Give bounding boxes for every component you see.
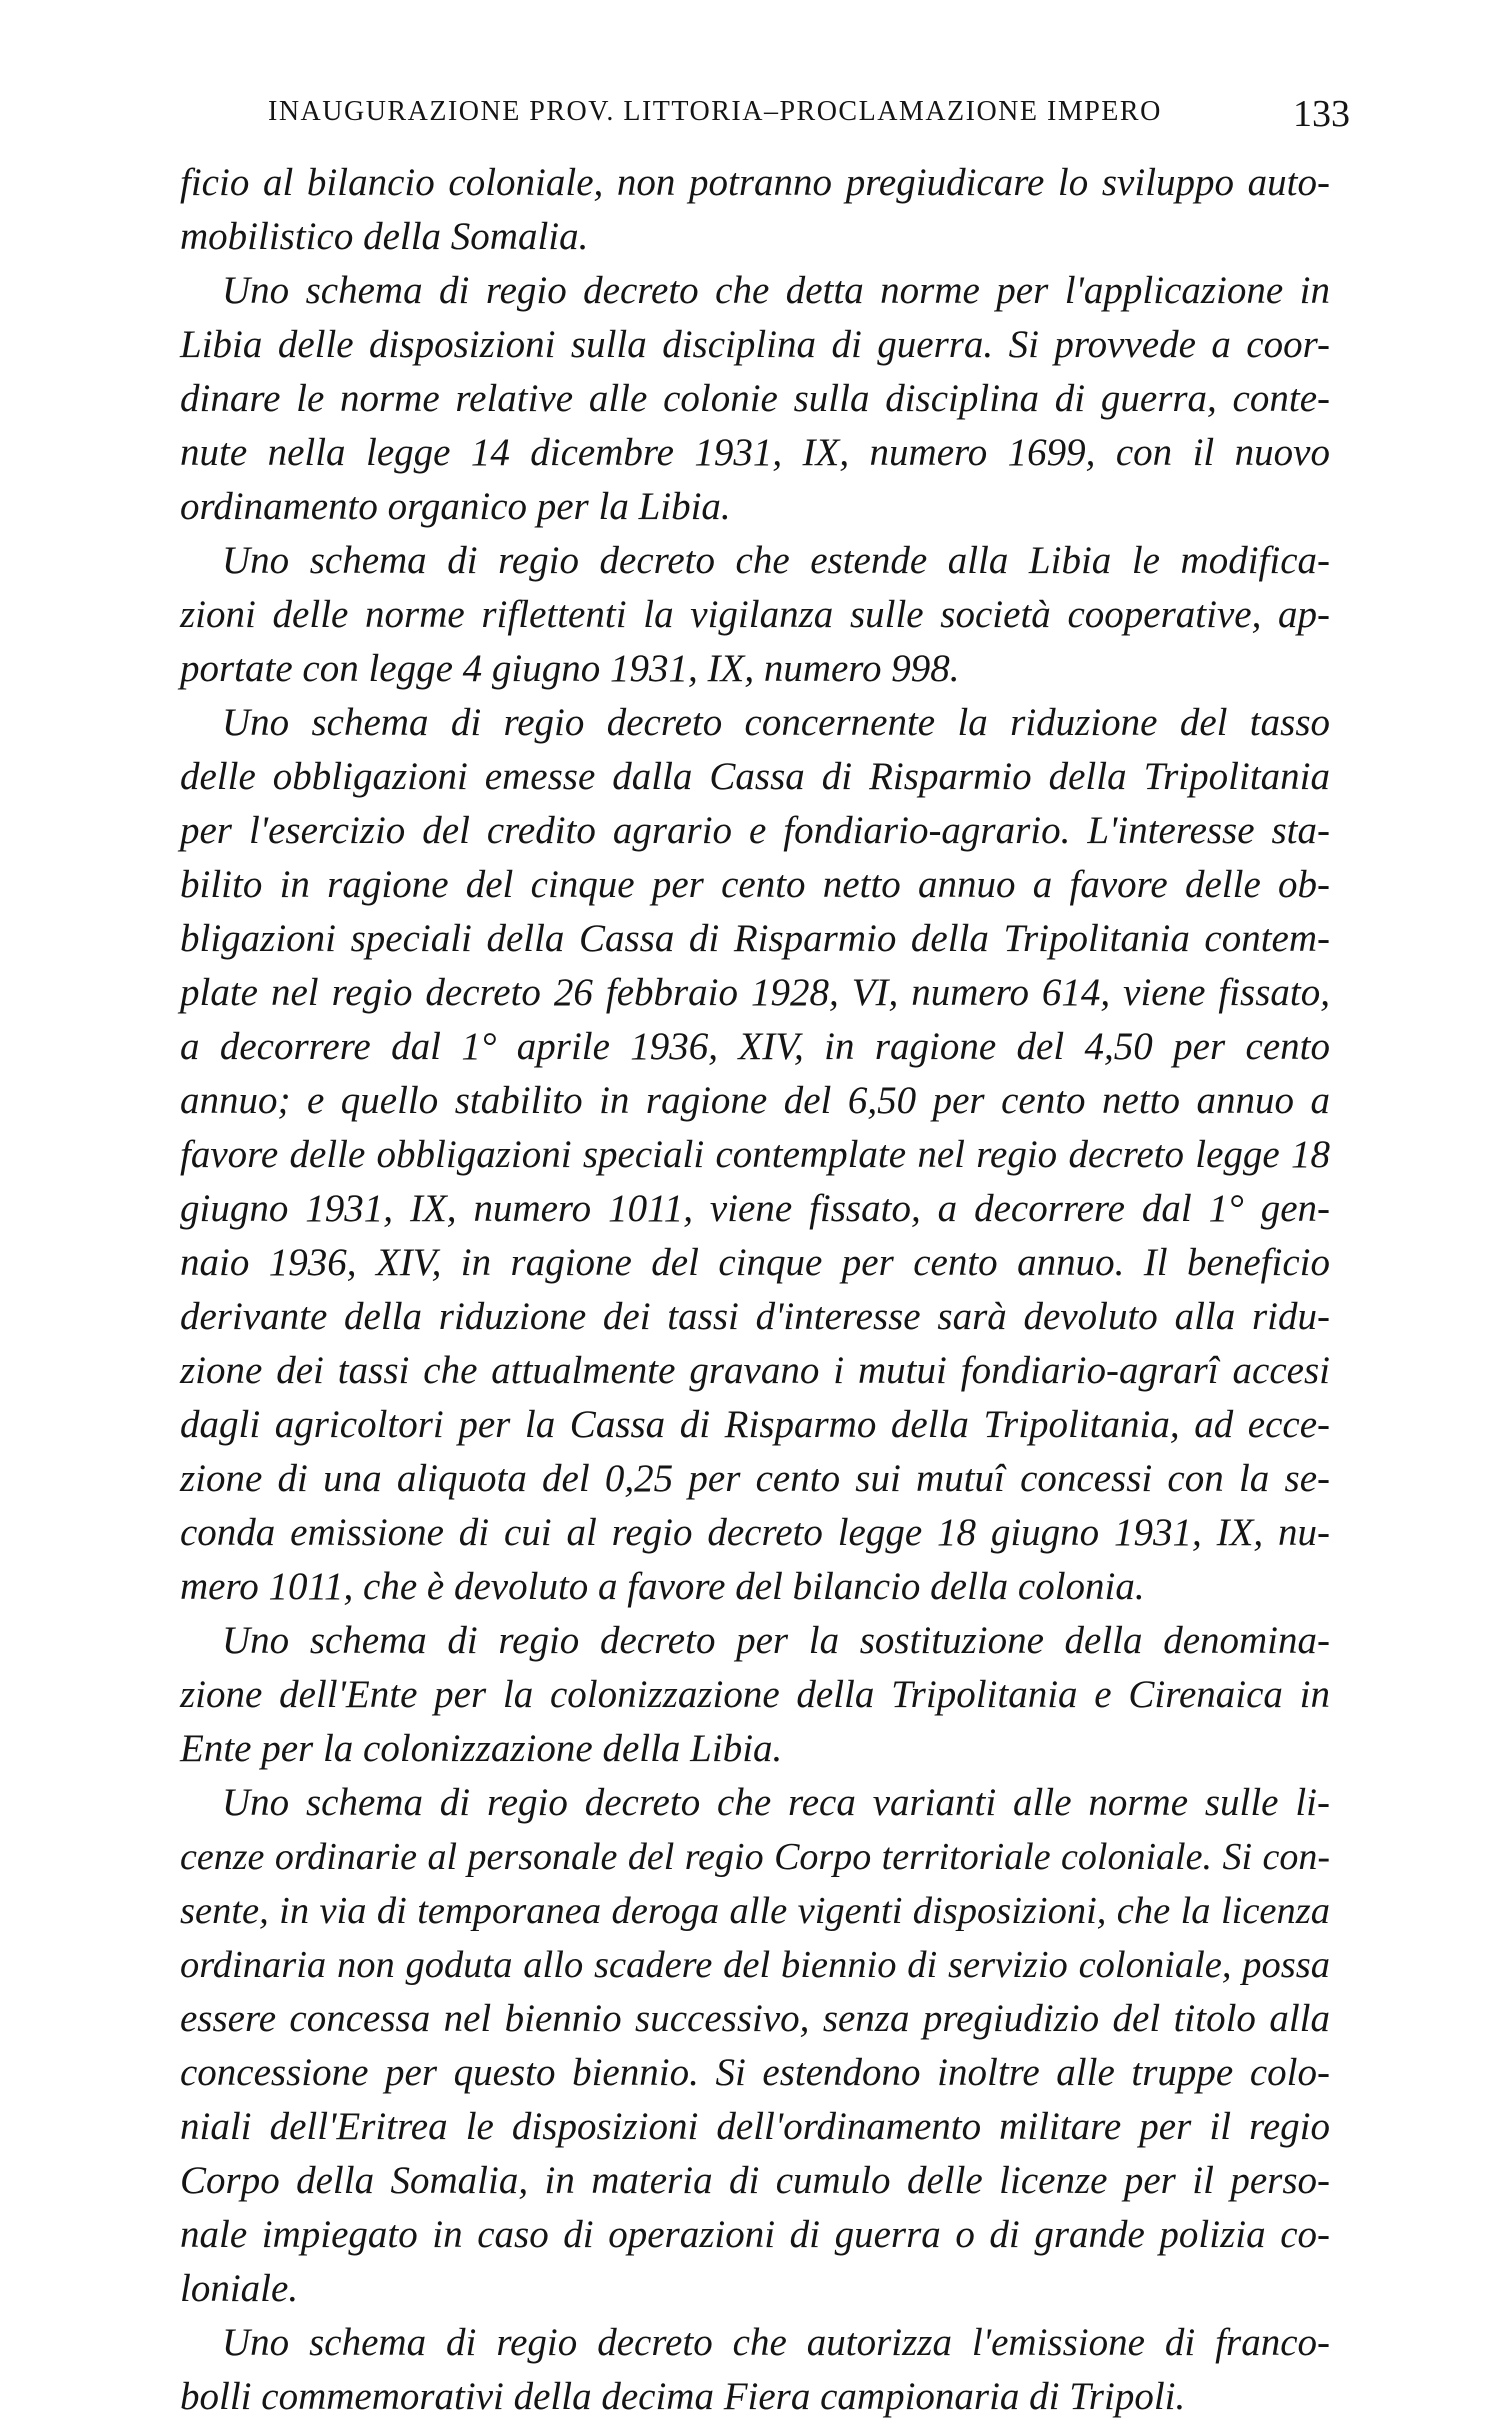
header-title: INAUGURAZIONE PROV. LITTORIA–PROCLAMAZIONE IMPERO bbox=[268, 96, 1162, 127]
text-line: mero 1011, che è devoluto a favore del bilancio della colonia. bbox=[180, 1565, 1145, 1608]
text-line: bligazioni speciali della Cassa di Risparmio della Tripolitania contem- bbox=[180, 917, 1330, 960]
text-line: nale impiegato in caso di operazioni di guerra o di grande polizia co- bbox=[180, 2213, 1330, 2256]
text-line: portate con legge 4 giugno 1931, IX, numero 998. bbox=[180, 647, 960, 690]
text-line: conda emissione di cui al regio decreto legge 18 giugno 1931, IX, nu- bbox=[180, 1511, 1330, 1554]
text-line: bolli commemorativi della decima Fiera campionaria di Tripoli. bbox=[180, 2375, 1186, 2418]
text-line: loniale. bbox=[180, 2267, 299, 2310]
text-line: a decorrere dal 1° aprile 1936, XIV, in ragione del 4,50 per cento bbox=[180, 1025, 1330, 1068]
text-line: ordinamento organico per la Libia. bbox=[180, 485, 731, 528]
text-line: derivante della riduzione dei tassi d'interesse sarà devoluto alla ridu- bbox=[180, 1295, 1330, 1338]
text-line: zione dell'Ente per la colonizzazione della Tripolitania e Cirenaica in bbox=[180, 1673, 1330, 1716]
text-line: Corpo della Somalia, in materia di cumulo delle licenze per il perso- bbox=[180, 2159, 1330, 2202]
running-header bbox=[268, 92, 1350, 138]
text-line: dagli agricoltori per la Cassa di Risparmo della Tripolitania, ad ecce- bbox=[180, 1403, 1330, 1446]
text-line: Ente per la colonizzazione della Libia. bbox=[180, 1727, 783, 1770]
text-line: zione dei tassi che attualmente gravano i mutui fondiario-agrarî accesi bbox=[180, 1349, 1330, 1392]
text-line: concessione per questo biennio. Si estendono inoltre alle truppe colo- bbox=[180, 2051, 1330, 2094]
text-line: Uno schema di regio decreto concernente la riduzione del tasso bbox=[222, 701, 1330, 744]
text-line: bilito in ragione del cinque per cento netto annuo a favore delle ob- bbox=[180, 863, 1330, 906]
text-line: Uno schema di regio decreto che estende alla Libia le modifica- bbox=[222, 539, 1330, 582]
text-line: Uno schema di regio decreto per la sostituzione della denomina- bbox=[222, 1619, 1330, 1662]
text-line: sente, in via di temporanea deroga alle vigenti disposizioni, che la licenza bbox=[180, 1890, 1330, 1932]
text-line: Uno schema di regio decreto che autorizza l'emissione di franco- bbox=[222, 2321, 1330, 2364]
text-line: Uno schema di regio decreto che reca varianti alle norme sulle li- bbox=[222, 1781, 1330, 1824]
text-line: zioni delle norme riflettenti la vigilanza sulle società cooperative, ap- bbox=[180, 593, 1330, 636]
text-line: Libia delle disposizioni sulla disciplina di guerra. Si provvede a coor- bbox=[180, 323, 1330, 366]
text-line: essere concessa nel biennio successivo, senza pregiudizio del titolo alla bbox=[180, 1997, 1330, 2040]
page-number: 133 bbox=[1293, 93, 1350, 135]
text-line: plate nel regio decreto 26 febbraio 1928, VI, numero 614, viene fissato, bbox=[180, 971, 1330, 1014]
text-line: naio 1936, XIV, in ragione del cinque per cento annuo. Il beneficio bbox=[180, 1241, 1330, 1284]
text-line: zione di una aliquota del 0,25 per cento sui mutuî concessi con la se- bbox=[180, 1457, 1330, 1500]
text-line: giugno 1931, IX, numero 1011, viene fissato, a decorrere dal 1° gen- bbox=[180, 1187, 1330, 1230]
text-line: ordinaria non goduta allo scadere del biennio di servizio coloniale, possa bbox=[180, 1944, 1330, 1986]
text-line: nute nella legge 14 dicembre 1931, IX, numero 1699, con il nuovo bbox=[180, 431, 1330, 474]
text-line: Uno schema di regio decreto che detta norme per l'applicazione in bbox=[222, 269, 1330, 312]
text-line: niali dell'Eritrea le disposizioni dell'ordinamento militare per il regio bbox=[180, 2105, 1330, 2148]
text-line: dinare le norme relative alle colonie sulla disciplina di guerra, conte- bbox=[180, 377, 1330, 420]
text-line: mobilistico della Somalia. bbox=[180, 215, 589, 258]
text-line: cenze ordinarie al personale del regio Corpo territoriale coloniale. Si con- bbox=[180, 1836, 1330, 1878]
text-line: ficio al bilancio coloniale, non potranno pregiudicare lo sviluppo auto- bbox=[180, 161, 1330, 204]
text-line: annuo; e quello stabilito in ragione del 6,50 per cento netto annuo a bbox=[180, 1079, 1330, 1122]
text-line: favore delle obbligazioni speciali contemplate nel regio decreto legge 18 bbox=[180, 1133, 1330, 1176]
text-line: delle obbligazioni emesse dalla Cassa di Risparmio della Tripolitania bbox=[180, 755, 1330, 798]
text-line: per l'esercizio del credito agrario e fondiario-agrario. L'interesse sta- bbox=[180, 809, 1330, 852]
